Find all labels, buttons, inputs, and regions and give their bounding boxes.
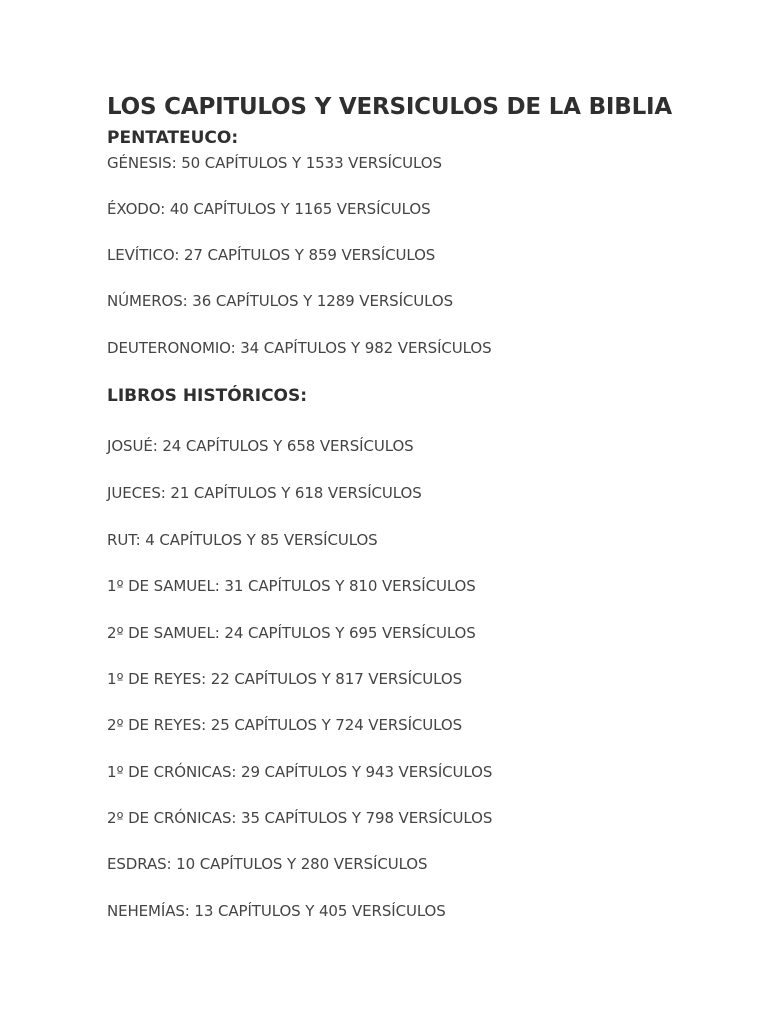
book-entry-2-cronicas: 2º DE CRÓNICAS: 35 CAPÍTULOS Y 798 VERSÍCULOS [107, 809, 493, 827]
book-entry-deuteronomio: DEUTERONOMIO: 34 CAPÍTULOS Y 982 VERSÍCULOS [107, 339, 492, 357]
book-entry-1-cronicas: 1º DE CRÓNICAS: 29 CAPÍTULOS Y 943 VERSÍCULOS [107, 763, 493, 781]
book-entry-jueces: JUECES: 21 CAPÍTULOS Y 618 VERSÍCULOS [107, 484, 422, 502]
book-entry-1-samuel: 1º DE SAMUEL: 31 CAPÍTULOS Y 810 VERSÍCULOS [107, 577, 476, 595]
document-title: LOS CAPITULOS Y VERSICULOS DE LA BIBLIA [107, 94, 673, 120]
book-entry-1-reyes: 1º DE REYES: 22 CAPÍTULOS Y 817 VERSÍCULOS [107, 670, 463, 688]
book-entry-josue: JOSUÉ: 24 CAPÍTULOS Y 658 VERSÍCULOS [107, 437, 414, 455]
section-heading-libros-historicos: LIBROS HISTÓRICOS: [107, 386, 308, 406]
book-entry-numeros: NÚMEROS: 36 CAPÍTULOS Y 1289 VERSÍCULOS [107, 292, 453, 310]
book-entry-esdras: ESDRAS: 10 CAPÍTULOS Y 280 VERSÍCULOS [107, 855, 428, 873]
book-entry-genesis: GÉNESIS: 50 CAPÍTULOS Y 1533 VERSÍCULOS [107, 154, 442, 172]
book-entry-2-reyes: 2º DE REYES: 25 CAPÍTULOS Y 724 VERSÍCULOS [107, 716, 463, 734]
book-entry-levitico: LEVÍTICO: 27 CAPÍTULOS Y 859 VERSÍCULOS [107, 246, 436, 264]
book-entry-2-samuel: 2º DE SAMUEL: 24 CAPÍTULOS Y 695 VERSÍCULOS [107, 624, 476, 642]
book-entry-rut: RUT: 4 CAPÍTULOS Y 85 VERSÍCULOS [107, 531, 378, 549]
section-heading-pentateuco: PENTATEUCO: [107, 128, 239, 148]
book-entry-exodo: ÉXODO: 40 CAPÍTULOS Y 1165 VERSÍCULOS [107, 200, 431, 218]
book-entry-nehemias: NEHEMÍAS: 13 CAPÍTULOS Y 405 VERSÍCULOS [107, 902, 446, 920]
